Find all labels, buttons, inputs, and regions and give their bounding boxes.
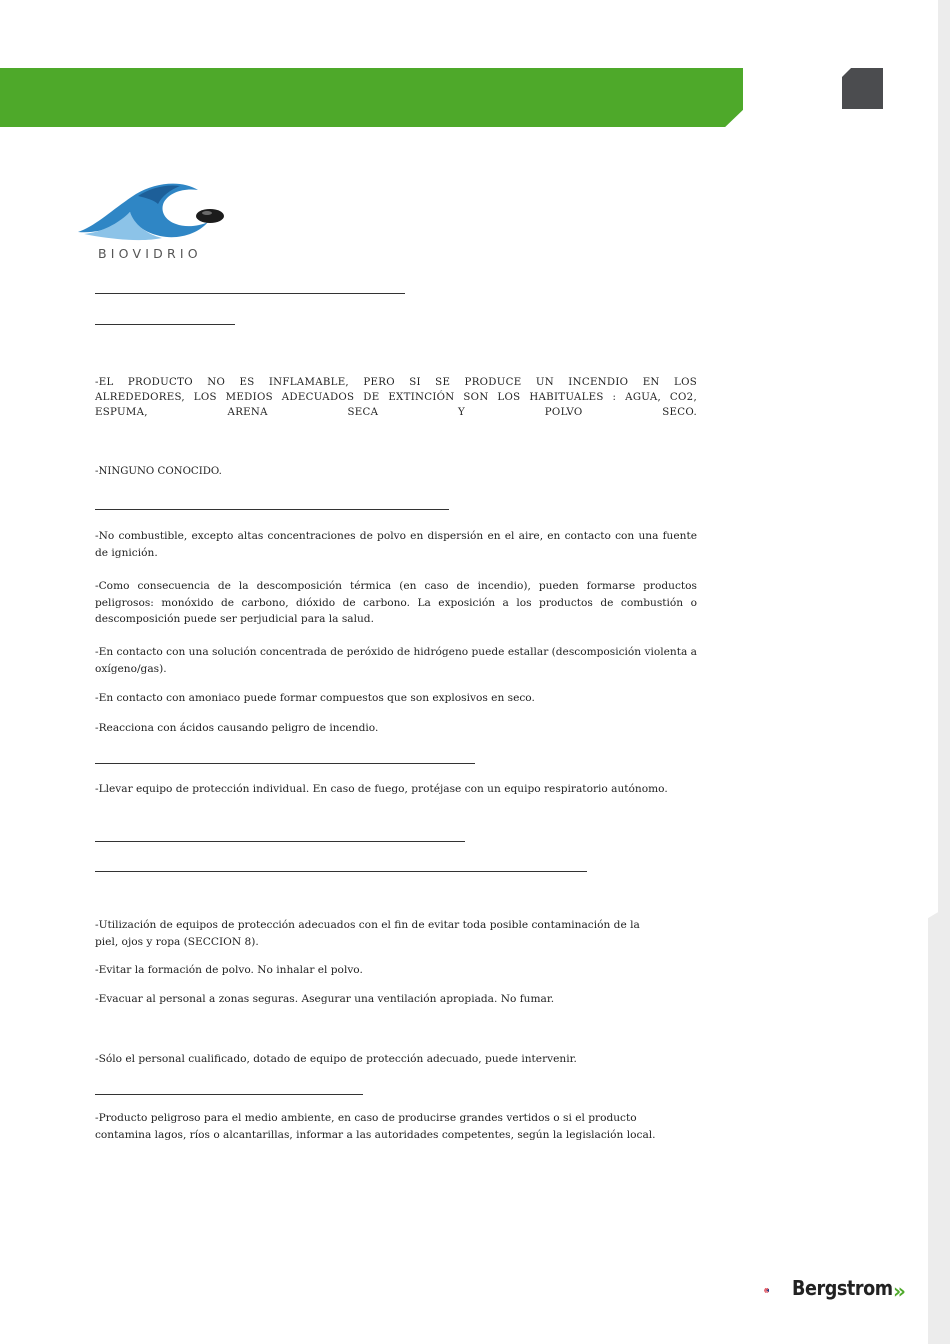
footer-brand: Bergstrom (792, 1276, 893, 1300)
paragraph-qualified-personnel: -Sólo el personal cualificado, dotado de equipo de protección adecuado, puede intervenir. (95, 1053, 577, 1065)
bergstrom-globe-icon (764, 1274, 794, 1308)
subsection-rule-special-hazards (95, 509, 449, 510)
subsection-rule-environment (95, 1094, 363, 1095)
subsection-rule-firefighters (95, 763, 475, 764)
subsection-rule-personal-precautions (95, 871, 587, 872)
logo-text: BIOVIDRIO (98, 246, 202, 261)
paragraph-protective-use: -Utilización de equipos de protección adecuados con el fin de evitar toda posible contaminación de la piel, ojos y ropa (SECCION 8). (95, 919, 640, 948)
paragraph-ammonia: -En contacto con amoniaco puede formar compuestos que son explosivos en seco. (95, 692, 535, 704)
paragraph-protective-equipment: -Llevar equipo de protección individual. En caso de fuego, protéjase con un equipo respiratorio autónomo. (95, 783, 668, 795)
paragraph-dust: -Evitar la formación de polvo. No inhalar el polvo. (95, 964, 363, 976)
paragraph-acids: -Reacciona con ácidos causando peligro de incendio. (95, 722, 379, 734)
paragraph-evacuate: -Evacuar al personal a zonas seguras. Asegurar una ventilación apropiada. No fumar. (95, 993, 555, 1005)
header-grey-tab (842, 68, 883, 109)
paragraph-decomposition: -Como consecuencia de la descomposición térmica (en caso de incendio), pueden formarse productos peligrosos: monóxido de carbono, dióxido de carbono. La exposición a los productos de combustión o descomposición puede ser perjudicial para la salud. (95, 580, 697, 625)
section-title-rule-accidental-release (95, 841, 465, 842)
header-green-bar (0, 68, 743, 127)
page-edge-notch (928, 905, 950, 1344)
paragraph-peroxide: -En contacto con una solución concentrada de peróxido de hidrógeno puede estallar (descomposición violenta a oxígeno/gas). (95, 646, 697, 675)
next-page-chevron-icon[interactable]: » (893, 1279, 906, 1303)
subsection-title-rule (95, 324, 235, 325)
paragraph-environment: -Producto peligroso para el medio ambiente, en caso de producirse grandes vertidos o si el producto contamina lagos, ríos o alcantarillas, informar a las autoridades competentes, según la legislación local. (95, 1112, 656, 1141)
section-title-rule (95, 293, 405, 294)
paragraph-combustibility: -No combustible, excepto altas concentraciones de polvo en dispersión en el aire, en contacto con una fuente de ignición. (95, 530, 697, 559)
paragraph-unsuitable-media: -NINGUNO CONOCIDO. (95, 466, 222, 477)
paragraph-extinction-media: -EL PRODUCTO NO ES INFLAMABLE, PERO SI SE PRODUCE UN INCENDIO EN LOS ALREDEDORES, LOS MEDIOS ADECUADOS DE EXTINCIÓN SON LOS HABITUALES : AGUA, CO2, ESPUMA, ARENA SECA Y POLVO SECO. (95, 377, 697, 419)
